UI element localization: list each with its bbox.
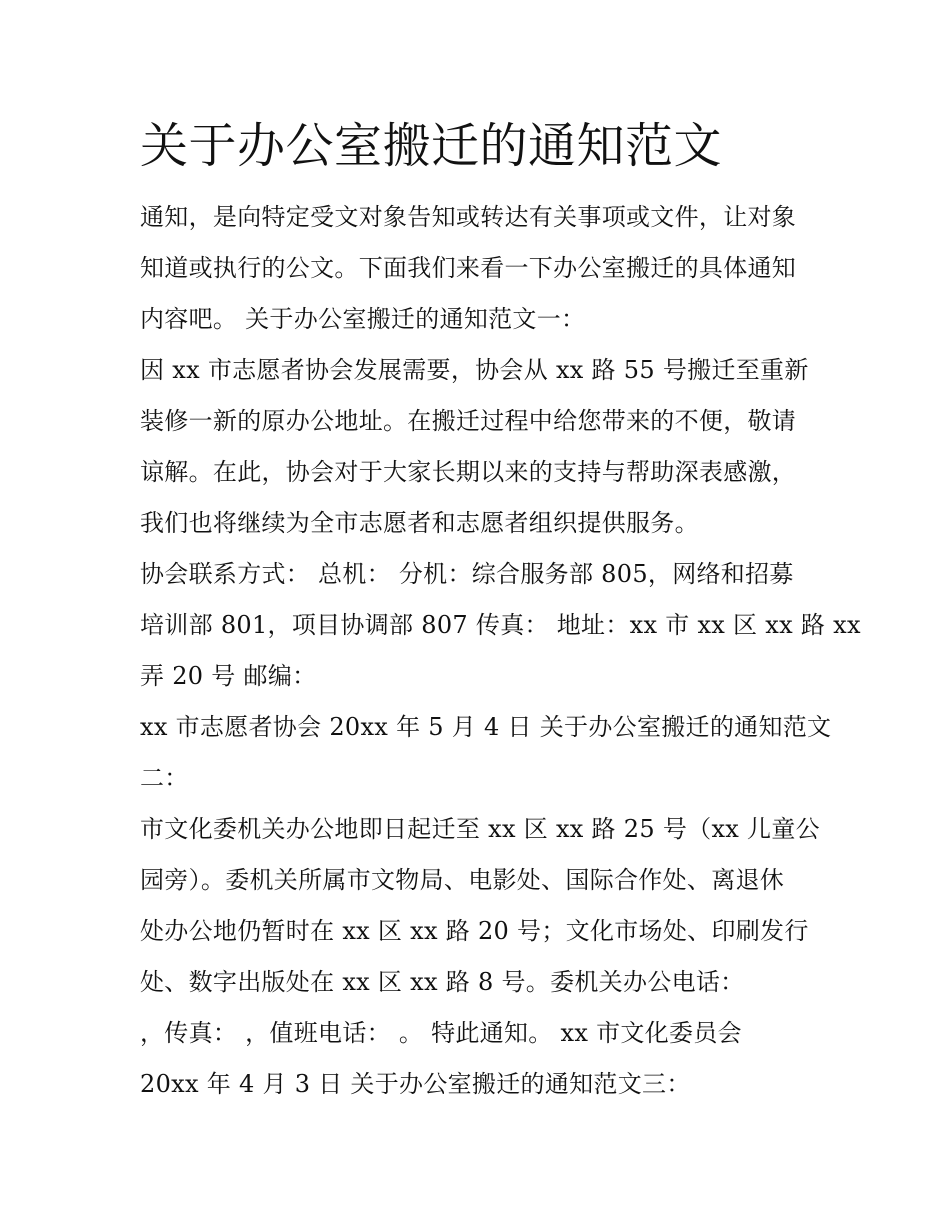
body-line: 谅解。在此，协会对于大家长期以来的支持与帮助深表感激， (140, 458, 797, 486)
body-line: 装修一新的原办公地址。在搬迁过程中给您带来的不便，敬请 (140, 407, 797, 435)
body-line: 内容吧。 关于办公室搬迁的通知范文一： (140, 305, 586, 333)
body-line: 协会联系方式： 总机： 分机：综合服务部 805，网络和招募 (140, 560, 794, 588)
body-line: 知道或执行的公文。下面我们来看一下办公室搬迁的具体通知 (140, 254, 797, 282)
body-line: xx 市志愿者协会 20xx 年 5 月 4 日 关于办公室搬迁的通知范文 (140, 713, 832, 741)
body-line: 我们也将继续为全市志愿者和志愿者组织提供服务。 (140, 509, 699, 537)
body-line: 因 xx 市志愿者协会发展需要，协会从 xx 路 55 号搬迁至重新 (140, 356, 809, 384)
body-line: 培训部 801，项目协调部 807 传真： 地址：xx 市 xx 区 xx 路 xx (140, 611, 861, 639)
body-line: 市文化委机关办公地即日起迁至 xx 区 xx 路 25 号（xx 儿童公 (140, 815, 820, 843)
body-line: 处办公地仍暂时在 xx 区 xx 路 20 号；文化市场处、印刷发行 (140, 917, 809, 945)
document-title: 关于办公室搬迁的通知范文 (140, 118, 723, 174)
body-line: 弄 20 号 邮编： (140, 662, 317, 690)
body-line: 园旁）。委机关所属市文物局、电影处、国际合作处、离退休 (140, 866, 785, 894)
body-line: 处、数字出版处在 xx 区 xx 路 8 号。委机关办公电话： (140, 968, 745, 996)
body-line: ，传真： ，值班电话： 。 特此通知。 xx 市文化委员会 (140, 1019, 742, 1047)
body-line: 通知，是向特定受文对象告知或转达有关事项或文件，让对象 (140, 203, 797, 231)
body-line: 二： (140, 764, 189, 792)
body-line: 20xx 年 4 月 3 日 关于办公室搬迁的通知范文三： (140, 1070, 691, 1098)
